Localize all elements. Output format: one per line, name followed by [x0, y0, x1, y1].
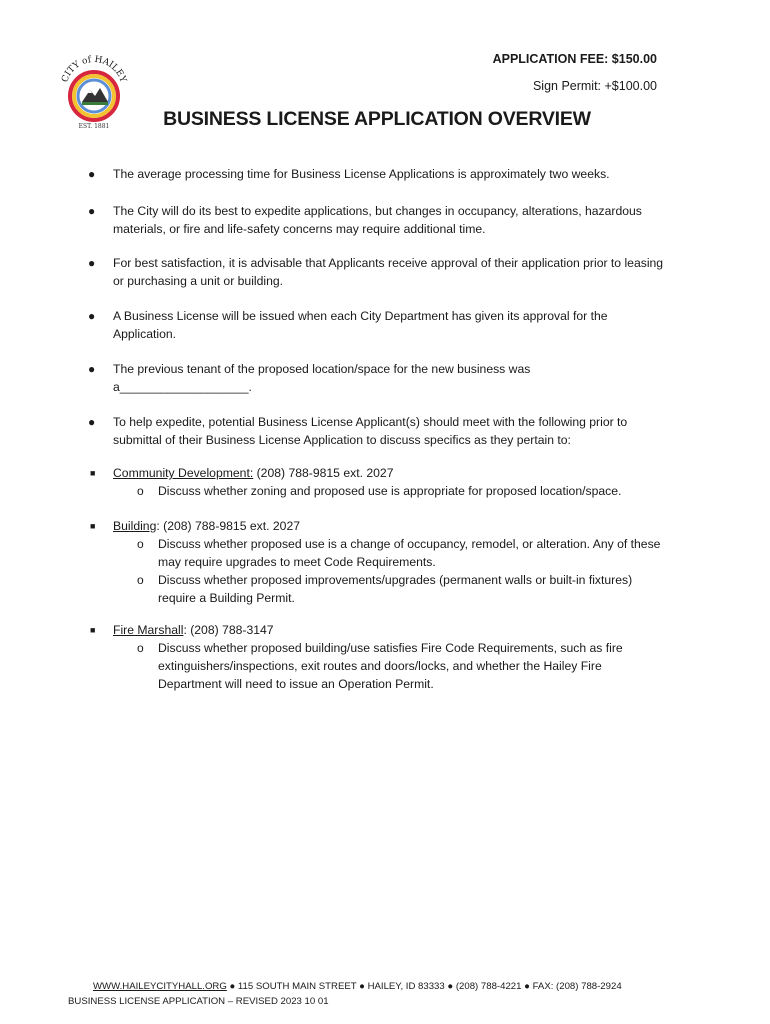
list-item [86, 413, 666, 449]
bullet-icon: ● [88, 415, 96, 429]
square-bullet-icon: ■ [90, 625, 96, 635]
square-bullet-icon: ■ [90, 521, 96, 531]
department-fire-marshall [86, 621, 666, 693]
department-phone: : (208) 788-9815 ext. 2027 [156, 519, 301, 533]
bullet-icon: ● [88, 204, 96, 218]
department-name: Building [113, 519, 157, 533]
bullet-icon: ● [88, 309, 96, 323]
list-item-text: The previous tenant of the proposed location/space for the new business was a___________________. [113, 362, 531, 394]
list-item [86, 360, 666, 396]
circle-bullet-icon: o [137, 573, 144, 587]
fee-block [493, 46, 657, 100]
list-item-text: To help expedite, potential Business License Applicant(s) should meet with the following prior to submittal of their Business License Application to discuss specifics as they pertain to: [113, 415, 628, 447]
footer-contact: ● 115 SOUTH MAIN STREET ● HAILEY, ID 83333 ● (208) 788-4221 ● FAX: (208) 788-2924 [226, 981, 622, 992]
application-fee: APPLICATION FEE: $150.00 [492, 52, 657, 66]
sub-item-text: Discuss whether proposed use is a change of occupancy, remodel, or alteration. Any of these may require upgrades to meet Code Requirements. [158, 537, 661, 569]
square-bullet-icon: ■ [90, 468, 96, 478]
list-item [86, 307, 666, 343]
list-item [86, 254, 666, 290]
sign-permit-fee: Sign Permit: +$100.00 [532, 79, 657, 93]
circle-bullet-icon: o [137, 641, 144, 655]
bullet-icon: ● [88, 362, 96, 376]
list-item [86, 202, 666, 238]
bullet-icon: ● [88, 167, 96, 181]
list-item-text: The average processing time for Business License Applications is approximately two weeks. [113, 167, 610, 181]
sub-item [137, 482, 666, 500]
department-community-development [86, 464, 666, 500]
list-item-text: The City will do its best to expedite applications, but changes in occupancy, alterations, hazardous materials, or fire and life-safety concerns may require additional time. [113, 204, 642, 236]
sub-item-text: Discuss whether proposed improvements/upgrades (permanent walls or built-in fixtures) require a Building Permit. [158, 573, 633, 605]
footer-contact-line [93, 979, 622, 994]
list-item-text: A Business License will be issued when each City Department has given its approval for the Application. [113, 309, 608, 341]
bullet-icon: ● [88, 256, 96, 270]
list-item-text: For best satisfaction, it is advisable that Applicants receive approval of their application prior to leasing or purchasing a unit or building. [113, 256, 664, 288]
department-building [86, 517, 666, 607]
department-name: Community Development: [113, 466, 254, 480]
sub-item-text: Discuss whether proposed building/use satisfies Fire Code Requirements, such as fire extinguishers/inspections, exit routes and doors/locks, and whether the Hailey Fire Department will need to issue an Operation Permit. [158, 641, 623, 691]
logo-established-text: EST. 1881 [78, 123, 110, 130]
department-phone: : (208) 788-3147 [183, 623, 274, 637]
circle-bullet-icon: o [137, 484, 144, 498]
logo-ring-text: CITY of HAILEY [60, 54, 128, 84]
sub-item [137, 535, 666, 571]
department-name: Fire Marshall [113, 623, 184, 637]
sub-item [137, 639, 666, 693]
website-link[interactable]: WWW.HAILEYCITYHALL.ORG [93, 981, 227, 992]
sub-item-text: Discuss whether zoning and proposed use is appropriate for proposed location/space. [158, 484, 622, 498]
sub-item [137, 571, 666, 607]
list-item [86, 165, 666, 183]
department-phone: (208) 788-9815 ext. 2027 [253, 466, 394, 480]
page-title: BUSINESS LICENSE APPLICATION OVERVIEW [163, 108, 591, 130]
footer-revision: BUSINESS LICENSE APPLICATION – REVISED 2023 10 01 [68, 996, 329, 1007]
circle-bullet-icon: o [137, 537, 144, 551]
